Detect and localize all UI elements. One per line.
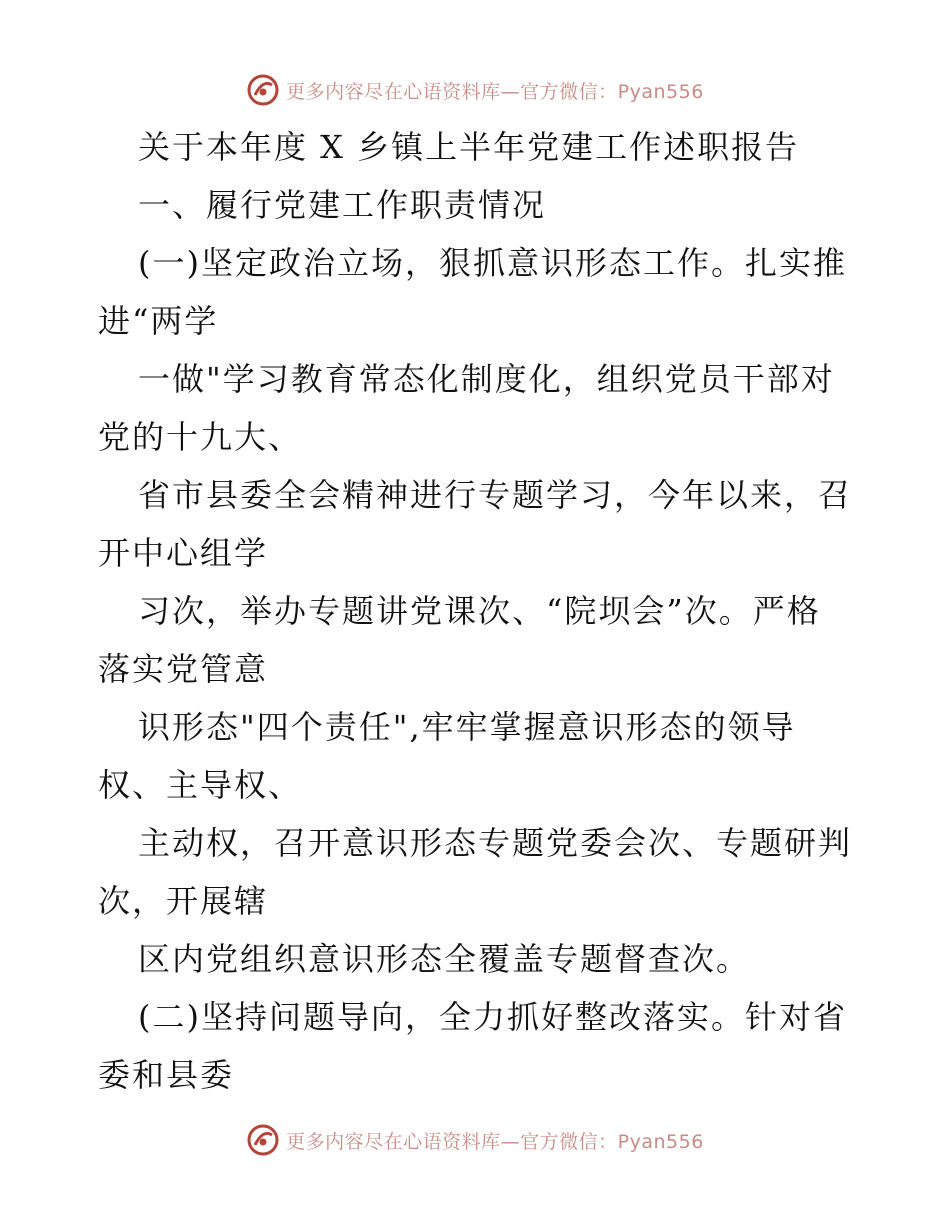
paragraph-line: 落实党管意 [98,650,269,688]
watermark-footer [0,1120,950,1160]
paragraph-line: 权、主导权、 [98,766,303,804]
document-title: 关于本年度 X 乡镇上半年党建工作述职报告 [138,128,800,166]
paragraph-line: 一做"学习教育常态化制度化，组织党员干部对 [138,360,835,398]
watermark-header [0,70,950,110]
watermark-text: 更多内容尽在心语资料库—官方微信：Pyan556 [286,1130,704,1153]
paragraph-line: 开中心组学 [98,534,269,572]
document-body [0,118,950,1104]
paragraph-line: 次，开展辖 [98,882,269,920]
paragraph-line: 区内党组织意识形态全覆盖专题督查次。 [138,940,751,978]
paragraph-line: 识形态"四个责任",牢牢掌握意识形态的领导 [138,708,796,746]
paragraph-line: 进“两学 [98,302,219,340]
paragraph-line: 习次，举办专题讲党课次、“院坝会”次。严格 [138,592,821,630]
paragraph-line: (一)坚定政治立场，狠抓意识形态工作。扎实推 [138,244,847,282]
paragraph-line: 主动权，召开意识形态专题党委会次、专题研判 [138,824,853,862]
watermark-text: 更多内容尽在心语资料库—官方微信：Pyan556 [286,80,704,103]
section-heading: 一、履行党建工作职责情况 [138,186,547,224]
paragraph-line: 省市县委全会精神进行专题学习，今年以来，召 [138,476,853,514]
paragraph-line: 委和县委 [98,1056,235,1094]
paragraph-line: 党的十九大、 [98,418,303,456]
paragraph-line: (二)坚持问题导向，全力抓好整改落实。针对省 [138,998,847,1036]
watermark-logo-icon [246,1123,280,1157]
watermark-logo-icon [246,73,280,107]
